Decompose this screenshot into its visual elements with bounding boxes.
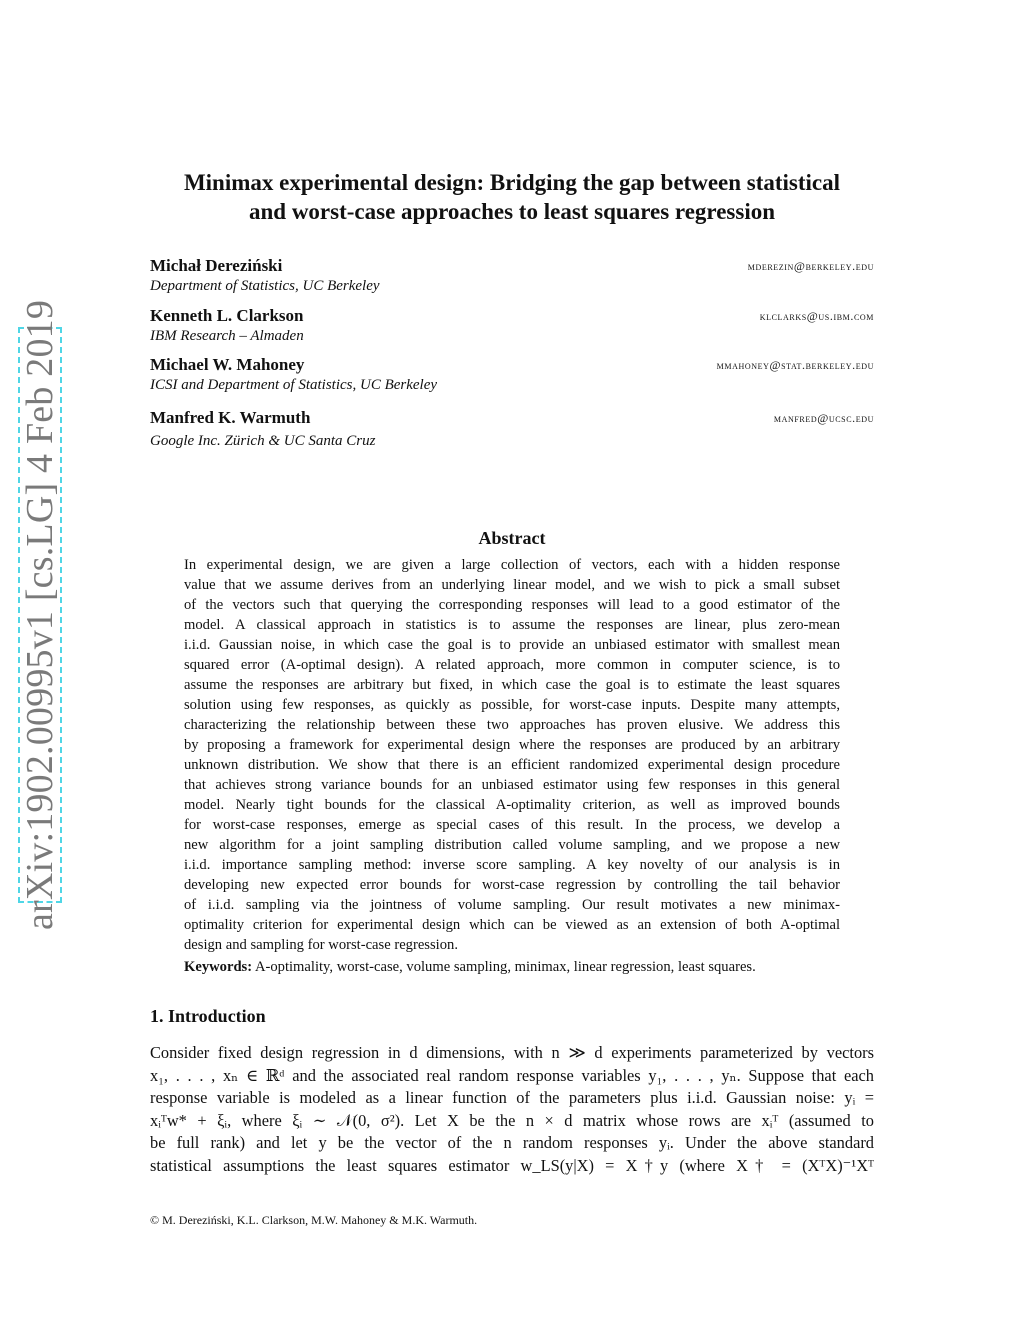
author-block [150,408,874,451]
keywords-text: A-optimality, worst-case, volume sampling, minimax, linear regression, least squares. [254,959,756,975]
abstract-line: of i.i.d. sampling via the jointness of volume sampling. Our result motivates a new minimax- [184,897,840,913]
keywords-label: Keywords: [184,959,253,975]
author-affiliation: ICSI and Department of Statistics, UC Berkeley [150,377,438,393]
abstract-line: model. A classical approach in statistics is to assume the responses are linear, plus zero-mean [184,617,840,633]
arxiv-stamp [18,299,62,931]
intro-line: Consider fixed design regression in d dimensions, with n ≫ d experiments parameterized by vectors [150,1043,874,1062]
intro-line: be full rank) and let y be the vector of the n random responses yᵢ. Under the above standard [150,1133,874,1153]
abstract-line: that achieves strong variance bounds for an unbiased estimator using few responses in this general [184,777,840,793]
abstract-line: for worst-case responses, emerge as special cases of this result. In the process, we develop a [184,817,840,833]
copyright-footer: © M. Dereziński, K.L. Clarkson, M.W. Mahoney & M.K. Warmuth. [150,1213,478,1227]
title-line-2: and worst-case approaches to least squares regression [248,199,775,224]
abstract-line: by proposing a framework for experimental design where the responses are produced by an arbitrary [184,737,840,753]
intro-line: response variable is modeled as a linear function of the parameters plus i.i.d. Gaussian noise: yᵢ = [150,1088,874,1108]
title-line-1: Minimax experimental design: Bridging the gap between statistical [183,170,841,195]
author-name: Manfred K. Warmuth [150,408,311,427]
author-email: manfred@ucsc.edu [773,411,874,425]
author-affiliation: IBM Research – Almaden [150,328,304,344]
paper-title [140,168,884,226]
section-heading: 1. Introduction [150,1006,266,1026]
abstract-line: developing new expected error bounds for worst-case regression by controlling the tail behavior [184,877,840,893]
author-affiliation: Department of Statistics, UC Berkeley [150,278,380,294]
abstract-line: model. Nearly tight bounds for the classical A-optimality criterion, as well as improved bounds [184,797,840,813]
abstract-line: i.i.d. Gaussian noise, in which case the goal is to provide an unbiased estimator with smallest mean [184,637,840,653]
intro-line: statistical assumptions the least squares estimator w_LS(y|X) = X†y (where X† = (XᵀX)⁻¹Xᵀ [150,1155,874,1175]
abstract-line: new algorithm for a joint sampling distribution called volume sampling, and we propose a new [184,837,840,853]
author-block [150,355,874,395]
abstract-line: design and sampling for worst-case regression. [184,937,458,953]
author-name: Michael W. Mahoney [150,355,305,374]
intro-line: xᵢᵀw* + ξᵢ, where ξᵢ ∼ 𝒩(0, σ²). Let X be the n × d matrix whose rows are xᵢᵀ (assumed to [150,1110,874,1130]
author-affiliation: Google Inc. Zürich & UC Santa Cruz [150,433,376,449]
abstract-heading: Abstract [478,528,546,548]
intro-paragraph [150,1042,874,1178]
author-block [150,306,874,346]
abstract-body [184,555,840,955]
arxiv-stamp-text: arXiv:1902.00995v1 [cs.LG] 4 Feb 2019 [19,299,61,931]
abstract-line: In experimental design, we are given a large collection of vectors, each with a hidden response [184,557,840,573]
abstract-line: value that we assume derives from an underlying linear model, and we wish to pick a small subset [184,577,840,593]
abstract-line: assume the responses are arbitrary but fixed, in which case the goal is to estimate the least squares [184,677,840,693]
author-email: mmahoney@stat.berkeley.edu [716,358,874,372]
intro-line: x₁, . . . , xₙ ∈ ℝᵈ and the associated real random response variables y₁, . . . , yₙ. Suppose that each [150,1065,874,1085]
author-email: mderezin@berkeley.edu [747,259,874,273]
author-name: Michał Dereziński [150,256,283,275]
abstract-line: unknown distribution. We show that there is an efficient randomized experimental design procedure [184,757,840,773]
keywords [184,957,840,977]
abstract-line: squared error (A-optimal design). A related approach, more common in computer science, is to [184,657,840,673]
abstract-line: i.i.d. importance sampling method: inverse score sampling. A key novelty of our analysis is in [184,857,840,873]
abstract-line: of the vectors such that querying the corresponding responses will lead to a good estimator of the [184,597,840,613]
author-block [150,256,874,296]
abstract-line: characterizing the relationship between these two approaches has proven elusive. We address this [184,717,840,733]
author-name: Kenneth L. Clarkson [150,306,304,325]
abstract-line: solution using few responses, as quickly as possible, for worst-case inputs. Despite many attempts, [184,697,840,713]
author-email: klclarks@us.ibm.com [759,309,874,323]
abstract-line: optimality criterion for experimental design which can be viewed as an extension of both A-optimal [184,917,840,933]
